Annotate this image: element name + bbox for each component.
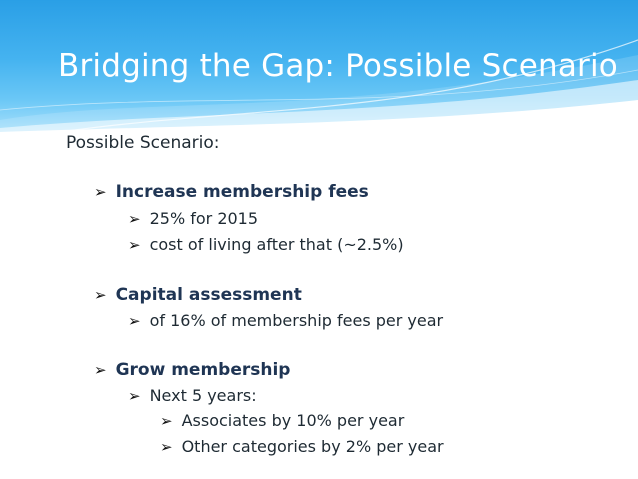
- bullet-grow-membership: [94, 360, 290, 380]
- bullet-capital-assessment: [94, 285, 302, 305]
- bullet-increase-fees: [94, 182, 369, 202]
- subsubbullet-other-categories: [160, 437, 444, 456]
- arrow-bullet-icon: ➢: [160, 412, 173, 430]
- arrow-bullet-icon: ➢: [128, 312, 141, 330]
- arrow-bullet-icon: ➢: [94, 183, 107, 201]
- intro-text: Possible Scenario:: [66, 133, 220, 153]
- arrow-bullet-icon: ➢: [94, 361, 107, 379]
- subsubbullet-text: Other categories by 2% per year: [181, 437, 444, 456]
- bullet-heading: Grow membership: [115, 360, 291, 380]
- arrow-bullet-icon: ➢: [94, 286, 107, 304]
- subbullet-25-percent: [128, 209, 258, 228]
- arrow-bullet-icon: ➢: [128, 236, 141, 254]
- subsubbullet-associates: [160, 411, 404, 430]
- slide-title: Bridging the Gap: Possible Scenario: [58, 48, 618, 84]
- subbullet-text: 25% for 2015: [149, 209, 259, 228]
- subbullet-cost-of-living: [128, 235, 404, 254]
- bullet-heading: Capital assessment: [115, 285, 302, 305]
- bullet-heading: Increase membership fees: [115, 182, 369, 202]
- arrow-bullet-icon: ➢: [128, 387, 141, 405]
- subsubbullet-text: Associates by 10% per year: [181, 411, 405, 430]
- subbullet-text: cost of living after that (~2.5%): [149, 235, 404, 254]
- subbullet-text: Next 5 years:: [149, 386, 257, 405]
- subbullet-sixteen-percent: [128, 311, 443, 330]
- subbullet-text: of 16% of membership fees per year: [149, 311, 444, 330]
- subbullet-next-5-years: [128, 386, 257, 405]
- arrow-bullet-icon: ➢: [128, 210, 141, 228]
- arrow-bullet-icon: ➢: [160, 438, 173, 456]
